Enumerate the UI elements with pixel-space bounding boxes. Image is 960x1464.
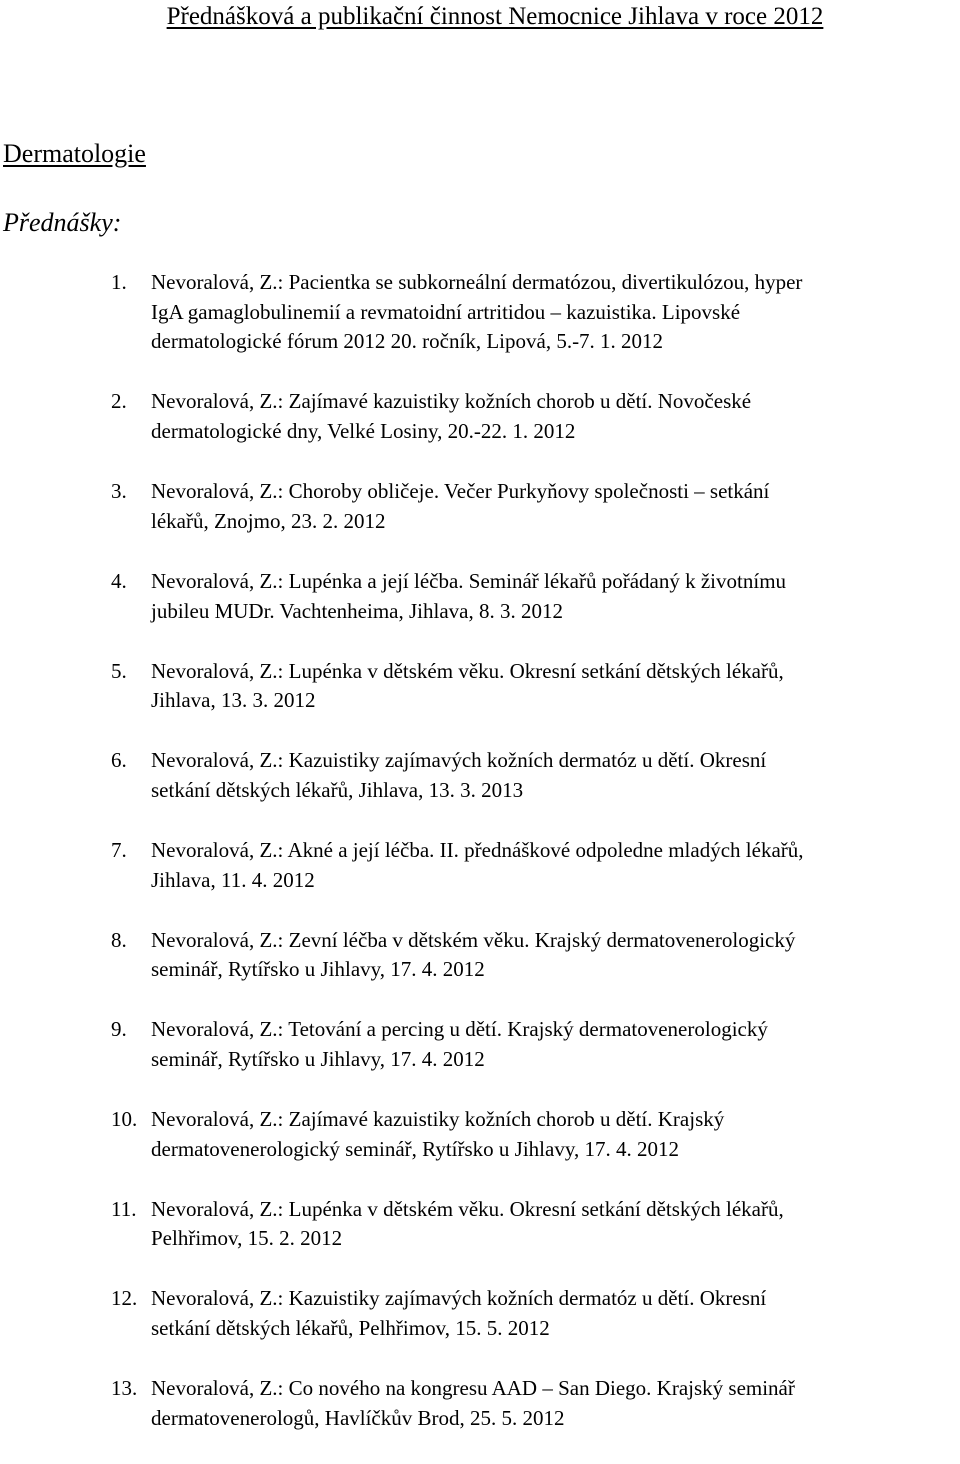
list-item: [0, 1105, 960, 1164]
list-item: [0, 746, 960, 805]
list-item: [0, 1284, 960, 1343]
list-item-text-line: Nevoralová, Z.: Zevní léčba v dětském věku. Krajský dermatovenerologický: [151, 927, 796, 952]
list-item-number: 13.: [111, 1376, 138, 1401]
list-item-text-line: Nevoralová, Z.: Kazuistiky zajímavých kožních dermatóz u dětí. Okresní: [151, 748, 767, 773]
list-item-text-line: Nevoralová, Z.: Lupénka v dětském věku. Okresní setkání dětských lékařů,: [151, 1196, 784, 1221]
list-item-text-line: Nevoralová, Z.: Pacientka se subkorneální dermatózou, divertikulózou, hyper: [151, 270, 803, 294]
section-heading: Dermatologie: [3, 139, 146, 168]
list-item-text-line: Jihlava, 13. 3. 2012: [151, 688, 316, 713]
list-item-number: 8.: [111, 927, 127, 952]
list-item-text-line: Nevoralová, Z.: Tetování a percing u dětí. Krajský dermatovenerologický: [151, 1017, 768, 1042]
list-item: [0, 1374, 960, 1433]
subsection-heading: Přednášky:: [3, 208, 122, 237]
list-item-text-line: seminář, Rytířsko u Jihlavy, 17. 4. 2012: [151, 957, 485, 982]
list-item: [0, 1015, 960, 1074]
list-item-text-line: Nevoralová, Z.: Co nového na kongresu AAD – San Diego. Krajský seminář: [151, 1376, 795, 1401]
list-item-text-line: dermatovenerologický seminář, Rytířsko u Jihlavy, 17. 4. 2012: [151, 1136, 679, 1161]
list-item-number: 6.: [111, 748, 127, 773]
list-item-text-line: Nevoralová, Z.: Lupénka v dětském věku. Okresní setkání dětských lékařů,: [151, 658, 784, 683]
list-item-number: 2.: [111, 389, 127, 414]
list-item-text-line: jubileu MUDr. Vachtenheima, Jihlava, 8. 3. 2012: [151, 598, 563, 623]
list-item-text-line: setkání dětských lékařů, Pelhřimov, 15. 5. 2012: [151, 1316, 550, 1341]
list-item: [0, 1195, 960, 1254]
list-item: [0, 836, 960, 895]
lecture-list: [0, 268, 960, 1464]
list-item: [0, 387, 960, 446]
list-item-number: 9.: [111, 1017, 127, 1042]
list-item-text-line: dermatovenerologů, Havlíčkův Brod, 25. 5. 2012: [151, 1405, 565, 1430]
list-item-number: 1.: [111, 270, 127, 294]
list-item-text-line: Nevoralová, Z.: Zajímavé kazuistiky kožních chorob u dětí. Krajský: [151, 1107, 725, 1132]
list-item: [0, 926, 960, 985]
list-item-text-line: Nevoralová, Z.: Akné a její léčba. II. přednáškové odpoledne mladých lékařů,: [151, 837, 804, 862]
list-item-text-line: Jihlava, 11. 4. 2012: [151, 867, 315, 892]
list-item: [0, 567, 960, 626]
list-item-number: 4.: [111, 568, 127, 593]
list-item-number: 10.: [111, 1107, 138, 1132]
list-item-text-line: setkání dětských lékařů, Jihlava, 13. 3. 2013: [151, 777, 524, 802]
list-item-number: 11.: [111, 1196, 137, 1221]
list-item-text-line: seminář, Rytířsko u Jihlavy, 17. 4. 2012: [151, 1047, 485, 1072]
list-item-text-line: dermatologické dny, Velké Losiny, 20.-22. 1. 2012: [151, 419, 576, 444]
list-item-text-line: Nevoralová, Z.: Zajímavé kazuistiky kožních chorob u dětí. Novočeské: [151, 389, 752, 414]
list-item: [0, 268, 960, 357]
list-item-text-line: IgA gamaglobulinemií a revmatoidní artritidou – kazuistika. Lipovské: [151, 299, 741, 324]
list-item-text-line: Nevoralová, Z.: Lupénka a její léčba. Seminář lékařů pořádaný k životnímu: [151, 568, 787, 593]
list-item-text-line: Pelhřimov, 15. 2. 2012: [151, 1226, 343, 1251]
list-item-number: 3.: [111, 479, 127, 504]
list-item-text-line: Nevoralová, Z.: Kazuistiky zajímavých kožních dermatóz u dětí. Okresní: [151, 1286, 767, 1311]
list-item-text-line: Nevoralová, Z.: Choroby obličeje. Večer Purkyňovy společnosti – setkání: [151, 479, 770, 504]
list-item-text-line: lékařů, Znojmo, 23. 2. 2012: [151, 508, 386, 533]
list-item-number: 5.: [111, 658, 127, 683]
list-item-text-line: dermatologické fórum 2012 20. ročník, Lipová, 5.-7. 1. 2012: [151, 329, 664, 354]
list-item-number: 12.: [111, 1286, 138, 1311]
list-item: [0, 477, 960, 536]
list-item-number: 7.: [111, 837, 127, 862]
list-item: [0, 657, 960, 716]
page-title: Přednášková a publikační činnost Nemocnice Jihlava v roce 2012: [166, 3, 824, 30]
